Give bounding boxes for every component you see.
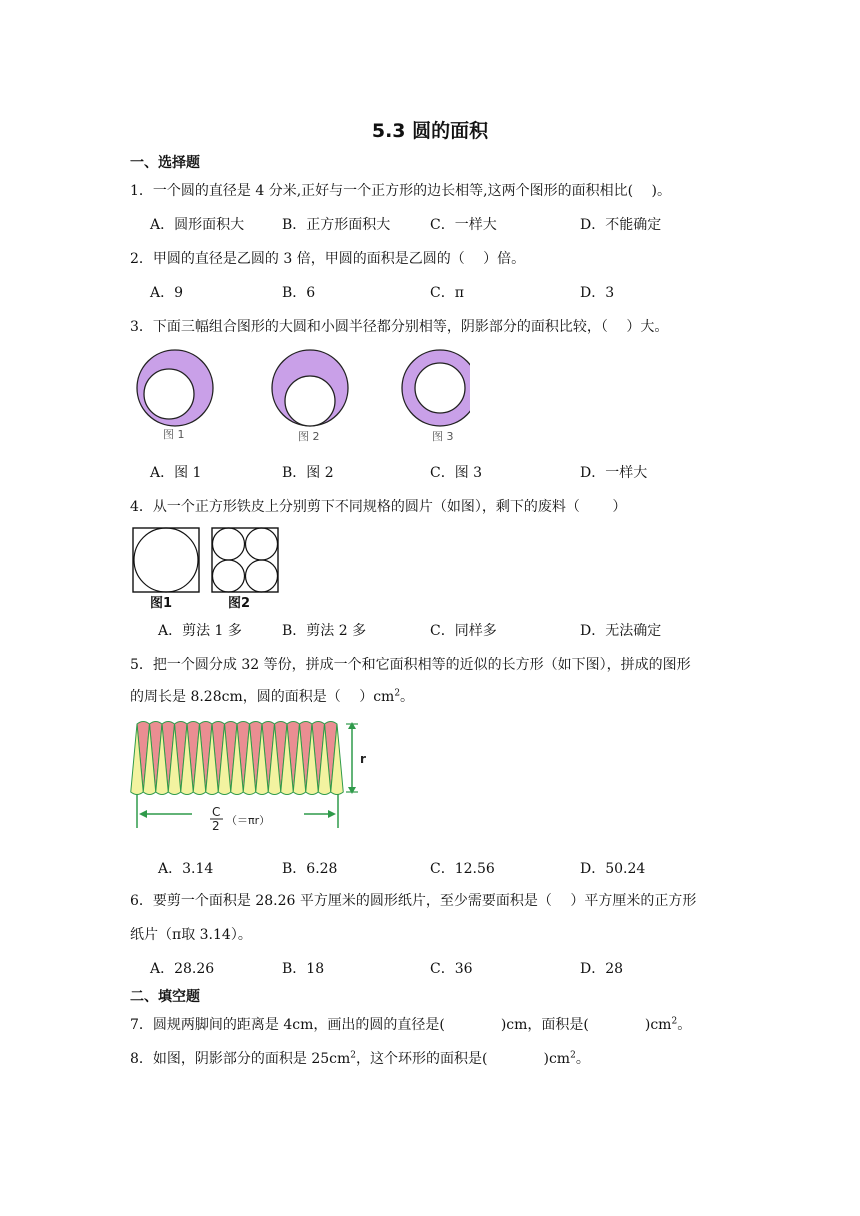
q2-option-d[interactable]: D．3 — [580, 285, 615, 301]
radius-arrow — [346, 722, 358, 794]
q5-rectangle-figure — [130, 718, 370, 832]
q1-option-d[interactable]: D．不能确定 — [580, 217, 662, 233]
q2-option-a[interactable]: A．9 — [150, 285, 184, 301]
q1-option-b[interactable]: B．正方形面积大 — [282, 217, 391, 233]
formula-pir: （＝πr） — [226, 814, 271, 827]
figure-3-ring — [402, 350, 470, 426]
question-8-stem: 8．如图，阴影部分的面积是 $25cm^2$，这个环形的面积是( )$cm^2$。 — [130, 1050, 590, 1067]
section-heading-fill: 二、填空题 — [130, 989, 200, 1005]
q4-square-figures — [130, 526, 282, 596]
q3-caption-2: 图 2 — [298, 430, 320, 443]
q5-option-c[interactable]: C．12.56 — [430, 861, 495, 877]
q5-option-b[interactable]: B．6.28 — [282, 861, 338, 877]
q2-option-b[interactable]: B．6 — [282, 285, 316, 301]
page-title: 5.3 圆的面积 — [371, 120, 489, 142]
q6-option-a[interactable]: A．28.26 — [150, 961, 215, 977]
q6-option-b[interactable]: B．18 — [282, 961, 325, 977]
question-6-stem-line2: 纸片（π取 3.14）。 — [130, 927, 252, 943]
q3-caption-3: 图 3 — [432, 430, 454, 443]
q3-caption-1: 图 1 — [163, 428, 185, 441]
q6-option-c[interactable]: C．36 — [430, 961, 473, 977]
question-4-stem: 4．从一个正方形铁皮上分别剪下不同规格的圆片（如图），剩下的废料（ ） — [130, 499, 627, 515]
q4-option-a[interactable]: A．剪法 1 多 — [158, 623, 242, 639]
question-3-stem: 3．下面三幅组合图形的大圆和小圆半径都分别相等，阴影部分的面积比较，（ ）大。 — [130, 319, 669, 335]
circle-sectors — [131, 722, 344, 795]
q4-option-b[interactable]: B．剪法 2 多 — [282, 623, 367, 639]
question-5-stem-line1: 5．把一个圆分成 32 等份，拼成一个和它面积相等的近似的长方形（如下图），拼成的图形 — [130, 657, 691, 673]
q1-option-a[interactable]: A．圆形面积大 — [150, 217, 245, 233]
section-heading-choice: 一、选择题 — [130, 155, 200, 171]
figure-1-ring — [137, 350, 213, 426]
q3-option-b[interactable]: B．图 2 — [282, 465, 334, 481]
question-2-stem: 2．甲圆的直径是乙圆的 3 倍，甲圆的面积是乙圆的（ ）倍。 — [130, 251, 526, 267]
question-7-stem: 7．圆规两脚间的距离是 4cm，画出的圆的直径是( )cm，面积是( )$cm^2$。 — [130, 1016, 692, 1033]
question-1-stem: 1．一个圆的直径是 4 分米,正好与一个正方形的边长相等,这两个图形的面积相比( )。 — [130, 183, 671, 199]
q5-option-a[interactable]: A．3.14 — [158, 861, 214, 877]
question-6-stem-line1: 6．要剪一个面积是 28.26 平方厘米的圆形纸片，至少需要面积是（ ）平方厘米的正方形 — [130, 893, 697, 909]
cut-method-2 — [212, 528, 278, 592]
cut-method-1 — [133, 528, 199, 592]
q5-option-d[interactable]: D．50.24 — [580, 861, 646, 877]
q4-option-c[interactable]: C．同样多 — [430, 623, 497, 639]
q3-option-a[interactable]: A．图 1 — [150, 465, 202, 481]
figure-2-ring — [272, 350, 348, 426]
formula-2: 2 — [212, 819, 220, 832]
q2-option-c[interactable]: C．π — [430, 285, 464, 301]
q4-caption-1: 图1 — [150, 596, 173, 611]
q3-option-c[interactable]: C．图 3 — [430, 465, 483, 481]
q4-option-d[interactable]: D．无法确定 — [580, 623, 662, 639]
radius-label: r — [360, 752, 366, 766]
q6-option-d[interactable]: D．28 — [580, 961, 624, 977]
question-5-stem-line2: 的周长是 8.28cm，圆的面积是（ ）$cm^2$。 — [130, 688, 415, 705]
q4-caption-2: 图2 — [228, 596, 251, 611]
q3-option-d[interactable]: D．一样大 — [580, 465, 648, 481]
q1-option-c[interactable]: C．一样大 — [430, 217, 497, 233]
formula-c: C — [212, 805, 221, 819]
